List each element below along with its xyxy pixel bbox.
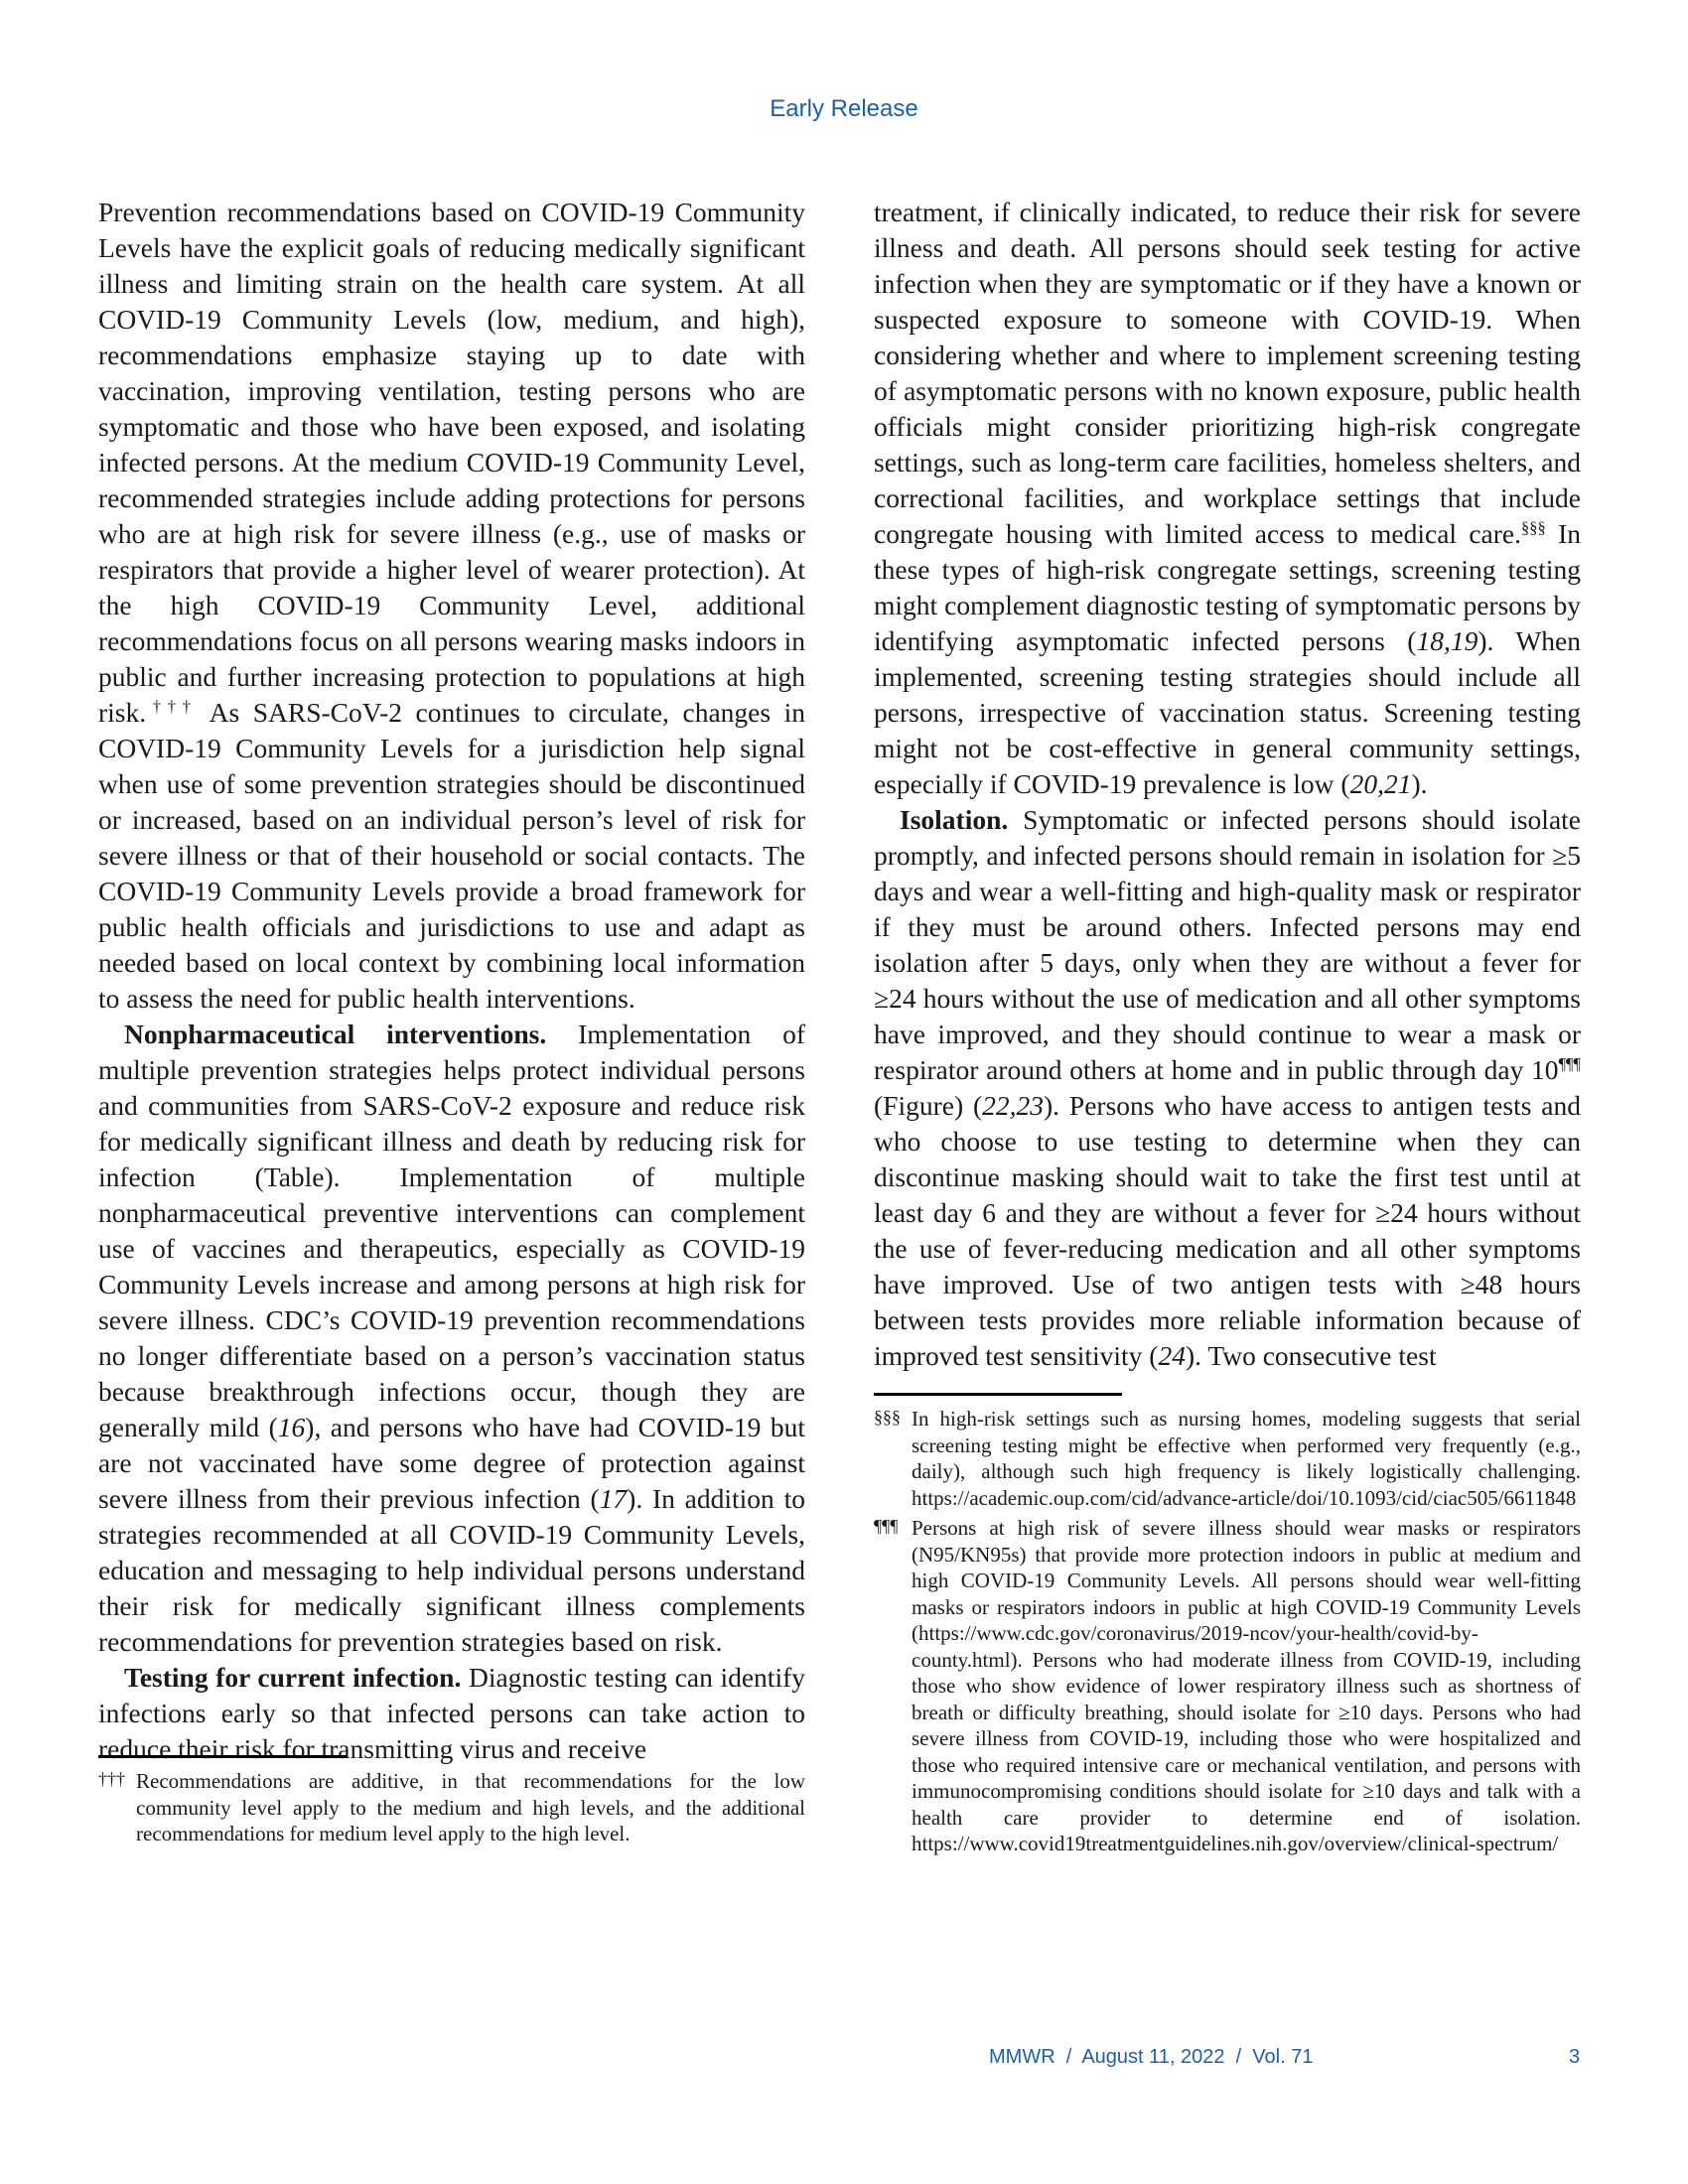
footnote-text: In high-risk settings such as nursing homes, modeling suggests that serial screening testing might be effective when performed very frequently (e.g., daily), although such high frequency is likely logistically challenging. https://academic.oup.com/cid/advance-article/doi/10.1093/cid/ciac505/6611848	[912, 1407, 1581, 1510]
footnote	[98, 1768, 805, 1847]
citation-ref[interactable]: 17	[599, 1483, 628, 1514]
citation-ref[interactable]: 16	[277, 1412, 306, 1442]
citation-ref[interactable]: 22,23	[982, 1090, 1045, 1121]
paragraph-nonpharmaceutical: Nonpharmaceutical interventions. Implementation of multiple prevention strategies helps protect individual persons and communities from SARS-CoV-2 exposure and reduce risk for medically significant illness and death by reducing risk for infection (Table). Implementation of multiple nonpharmaceutical preventive interventions can complement use of vaccines and therapeutics, especially as COVID-19 Community Levels increase and among persons at high risk for severe illness. CDC’s COVID-19 prevention recommendations no longer differentiate based on a person’s vaccination status because breakthrough infections occur, though they are generally mild (16), and persons who have had COVID-19 but are not vaccinated have some degree of protection against severe illness from their previous infection (17). In addition to strategies recommended at all COVID-19 Community Levels, education and messaging to help individual persons understand their risk for medically significant illness complements recommendations for prevention strategies based on risk.	[98, 1019, 805, 1657]
footnotes-right	[874, 1393, 1581, 1857]
citation-ref[interactable]: 20,21	[1349, 768, 1412, 799]
footer-citation: MMWR / August 11, 2022 / Vol. 71	[989, 2046, 1314, 2068]
section-heading-nonpharmaceutical: Nonpharmaceutical interventions.	[124, 1019, 547, 1049]
footnote-text: Persons at high risk of severe illness should wear masks or respirators (N95/KN95s) that provide more protection indoors in public at medium and high COVID-19 Community Levels. All persons should wear well-fitting masks or respirators indoors in public at high COVID-19 Community Levels (https://www.cdc.gov/coronavirus/2019-ncov/your-health/covid-by-county.html). Persons who had moderate illness from COVID-19, including those who show evidence of lower respiratory illness such as shortness of breath or difficulty breathing, should isolate for ≥10 days. Persons who had severe illness from COVID-19, including those who were hospitalized and those who required intensive care or mechanical ventilation, and persons with immunocompromising conditions should isolate for ≥10 days and talk with a health care provider to determine end of isolation. https://www.covid19treatmentguidelines.nih.gov/overview/clinical-spectrum/	[912, 1516, 1581, 1855]
footnote	[874, 1406, 1581, 1511]
footnote-ref-dagger[interactable]: †††	[146, 696, 198, 716]
paragraph-testing: Testing for current infection. Diagnostic testing can identify infections early so that infected persons can take action to reduce their risk for transmitting virus and receive	[98, 1662, 805, 1764]
footnote-ref-section[interactable]: §§§	[1521, 517, 1546, 537]
footnote-divider	[98, 1755, 347, 1758]
footnote-mark: †††	[98, 1769, 125, 1789]
citation-ref[interactable]: 18,19	[1416, 625, 1478, 656]
paragraph-community-levels: Prevention recommendations based on COVID-19 Community Levels have the explicit goals of reducing medically significant illness and limiting strain on the health care system. At all COVID-19 Community Levels (low, medium, and high), recommendations emphasize staying up to date with vaccination, improving ventilation, testing persons who are symptomatic and those who have been exposed, and isolating infected persons. At the medium COVID-19 Community Level, recommended strategies include adding protections for persons who are at high risk for severe illness (e.g., use of masks or respirators that provide a higher level of wearer protection). At the high COVID-19 Community Level, additional recommendations focus on all persons wearing masks indoors in public and further increasing protection to populations at high risk.††† As SARS-CoV-2 continues to circulate, changes in COVID-19 Community Levels for a jurisdiction help signal when use of some prevention strategies should be discontinued or increased, based on an individual person’s level of risk for severe illness or that of their household or social contacts. The COVID-19 Community Levels provide a broad framework for public health officials and jurisdictions to use and adapt as needed based on local context by combining local information to assess the need for public health interventions.	[98, 197, 805, 1014]
running-header: Early Release	[770, 95, 918, 122]
paragraph-testing-continued: treatment, if clinically indicated, to reduce their risk for severe illness and death. All persons should seek testing for active infection when they are symptomatic or if they have a known or suspected exposure to someone with COVID-19. When considering whether and where to implement screening testing of asymptomatic persons with no known exposure, public health officials might consider prioritizing high-risk congregate settings, such as long-term care facilities, homeless shelters, and correctional facilities, and workplace settings that include congregate housing with limited access to medical care.§§§ In these types of high-risk congregate settings, screening testing might complement diagnostic testing of symptomatic persons by identifying asymptomatic infected persons (18,19). When implemented, screening testing strategies should include all persons, irrespective of vaccination status. Screening testing might not be cost-effective in general community settings, especially if COVID-19 prevalence is low (20,21).	[874, 197, 1581, 799]
footnote-mark: ¶¶¶	[874, 1516, 899, 1536]
footnotes-left	[98, 1755, 805, 1847]
section-heading-isolation: Isolation.	[900, 804, 1009, 835]
paragraph-isolation: Isolation. Symptomatic or infected persons should isolate promptly, and infected persons should remain in isolation for ≥5 days and wear a well-fitting and high-quality mask or respirator if they must be around others. Infected persons may end isolation after 5 days, only when they are without a fever for ≥24 hours without the use of medication and all other symptoms have improved, and they should continue to wear a mask or respirator around others at home and in public through day 10¶¶¶ (Figure) (22,23). Persons who have access to antigen tests and who choose to use testing to determine when they can discontinue masking should wait to take the first test until at least day 6 and they are without a fever for ≥24 hours without the use of fever-reducing medication and all other symptoms have improved. Use of two antigen tests with ≥48 hours between tests provides more reliable information because of improved test sensitivity (24). Two consecutive test	[874, 804, 1581, 1371]
section-heading-testing: Testing for current infection.	[124, 1662, 462, 1693]
page-number: 3	[1569, 2046, 1581, 2068]
footnote-divider	[874, 1393, 1122, 1396]
left-column	[98, 195, 805, 1767]
footnote-ref-pilcrow[interactable]: ¶¶¶	[1558, 1053, 1581, 1073]
footnote-mark: §§§	[874, 1407, 901, 1427]
right-column	[874, 195, 1581, 1374]
citation-ref[interactable]: 24	[1158, 1340, 1186, 1371]
footnote-text: Recommendations are additive, in that recommendations for the low community level apply to the medium and high levels, and the additional recommendations for medium level apply to the high level.	[136, 1769, 805, 1845]
footnote	[874, 1515, 1581, 1857]
